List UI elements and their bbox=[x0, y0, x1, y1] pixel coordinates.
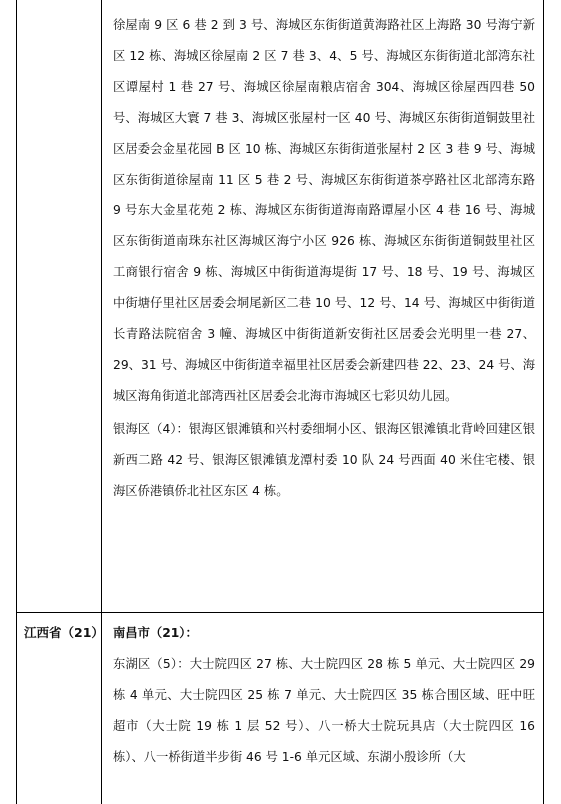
table-border-left bbox=[16, 0, 17, 804]
row-divider bbox=[16, 612, 544, 613]
table-cell-areas-2 bbox=[113, 618, 535, 773]
table-border-right bbox=[543, 0, 544, 804]
table bbox=[16, 0, 544, 804]
donghu-district-list: 东湖区（5）：大士院四区 27 栋、大士院四区 28 栋 5 单元、大士院四区 29 栋 4 单元、大士院四区 25 栋 7 单元、大士院四区 35 栋合围区域、旺中旺超市（大士院 19 栋 1 层 52 号）、八一桥大士院玩具店（大士院四区 16 栋）、八一桥街道半步街 46 号 1-6 单元区域、东湖小殷诊所（大 bbox=[113, 656, 535, 764]
haicheng-district-list: 徐屋南 9 区 6 巷 2 到 3 号、海城区东街街道黄海路社区上海路 30 号海宁新区 12 栋、海城区徐屋南 2 区 7 巷 3、4、5 号、海城区东街街道北部湾东社区谭屋村 1 巷 27 号、海城区徐屋南粮店宿舍 304、海城区徐屋西四巷 50 号、海城区大寰 7 巷 3、海城区张屋村一区 40 号、海城区东街街道铜鼓里社区居委会金星花园 B 区 10 栋、海城区东街街道张屋村 2 区 3 巷 9 号、海城区东街街道徐屋南 11 区 5 巷 2 号、海城区东街街道茶亭路社区北部湾东路 9 号东大金星花苑 2 栋、海城区东街街道海南路谭屋小区 4 巷 16 号、海城区东街街道南珠东社区海城区海宁小区 926 栋、海城区东街街道铜鼓里社区工商银行宿舍 9 栋、海城区中街街道海堤街 17 号、18 号、19 号、海城区中街塘仔里社区居委会垌尾新区二巷 10 号、12 号、14 号、海城区中街街道长青路法院宿舍 3 幢、海城区中街街道新安街社区居委会光明里一巷 27、29、31 号、海城区中街街道幸福里社区居委会新建四巷 22、23、24 号、海城区海角街道北部湾西社区居委会北海市海城区七彩贝幼儿园。 bbox=[113, 18, 535, 403]
city-label: 南昌市（21）： bbox=[113, 626, 198, 640]
province-label: 江西省（21） bbox=[24, 625, 104, 640]
yinhai-district-list: 银海区（4）：银海区银滩镇和兴村委细垌小区、银海区银滩镇北背岭回建区银新西二路 42 号、银海区银滩镇龙潭村委 10 队 24 号西面 40 米住宅楼、银海区侨港镇侨北社区东区 4 栋。 bbox=[113, 421, 535, 498]
table-cell-areas-1 bbox=[113, 10, 535, 507]
column-divider bbox=[101, 0, 102, 804]
